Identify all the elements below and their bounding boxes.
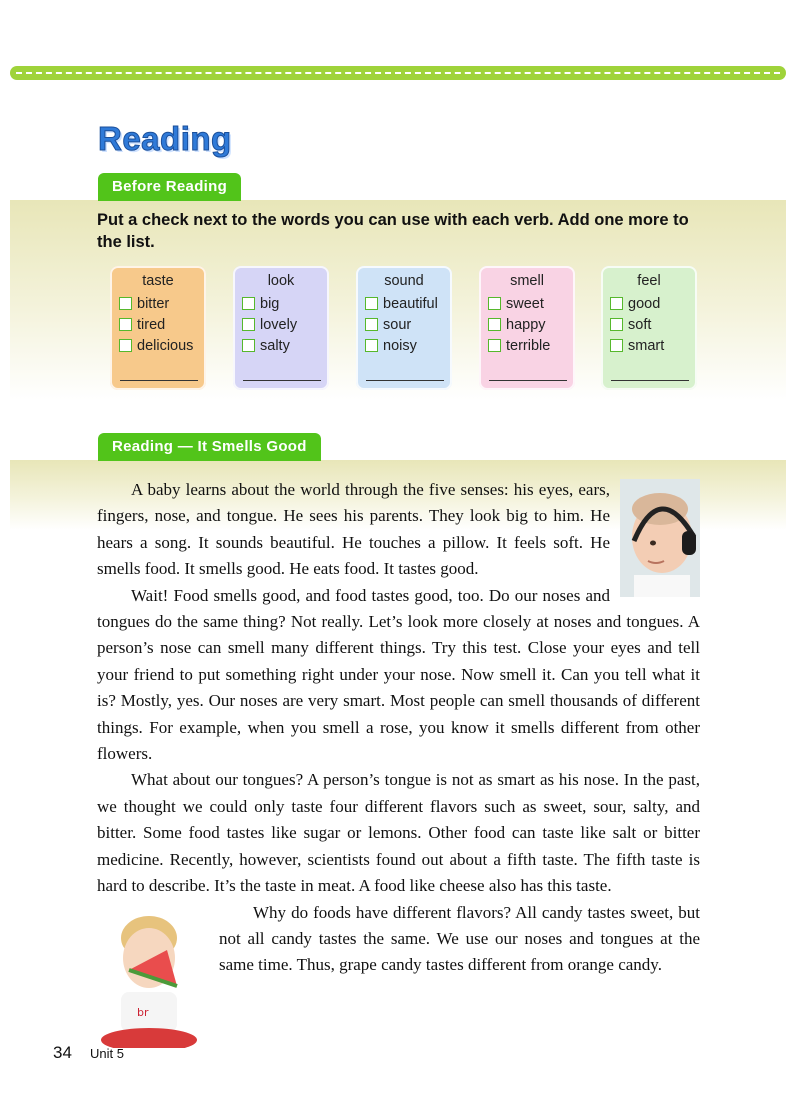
verb-card-taste (110, 266, 206, 390)
paragraph: What about our tongues? A person’s tongue is not as smart as his nose. In the past, we thought we could only taste four different flavors such as sweet, sour, salty, and bitter. Some food tastes like sugar or lemons. Other food can taste like salt or bitter medicine. Recently, however, scientists found out about a fifth taste. The fifth taste is hard to describe. It’s the taste in meat. A food like cheese also has this taste. (97, 770, 700, 896)
word-option[interactable] (233, 335, 329, 356)
word-label: terrible (506, 337, 551, 354)
word-option[interactable] (601, 335, 697, 356)
verb-card-sound (356, 266, 452, 390)
checkbox[interactable] (610, 339, 623, 352)
word-label: sour (383, 316, 412, 333)
word-option[interactable] (479, 335, 575, 356)
verb-card-look (233, 266, 329, 390)
word-label: noisy (383, 337, 417, 354)
answer-blank[interactable] (243, 380, 321, 381)
svg-text:br: br (137, 1005, 149, 1019)
verb-title: sound (384, 273, 424, 289)
checkbox[interactable] (610, 297, 623, 310)
child-watermelon-photo (97, 908, 211, 1048)
checkbox[interactable] (365, 318, 378, 331)
word-option[interactable] (110, 314, 206, 335)
checkbox[interactable] (365, 297, 378, 310)
word-label: lovely (260, 316, 298, 333)
answer-blank[interactable] (366, 380, 444, 381)
paragraph: Why do foods have different flavors? All candy tastes sweet, but not all candy tastes the same. We use our noses and tongues at the same time. Thus, grape candy tastes different from orange candy. (219, 902, 700, 975)
answer-blank[interactable] (120, 380, 198, 381)
baby-headphones-photo (620, 479, 700, 597)
word-label: soft (628, 316, 652, 333)
word-label: good (628, 295, 661, 312)
word-label: salty (260, 337, 290, 354)
word-option[interactable] (479, 293, 575, 314)
checkbox[interactable] (242, 339, 255, 352)
answer-blank[interactable] (489, 380, 567, 381)
verb-title: taste (142, 273, 174, 289)
verb-card-smell (479, 266, 575, 390)
paragraph: A baby learns about the world through the five senses: his eyes, ears, fingers, nose, and tongue. He sees his parents. They look big to him. He hears a song. It sounds beautiful. He touches a pillow. It feels soft. He smells food. It smells good. He eats food. It tastes good. (97, 480, 610, 579)
checkbox[interactable] (242, 297, 255, 310)
word-option[interactable] (233, 314, 329, 335)
checkbox[interactable] (488, 318, 501, 331)
verb-title: feel (637, 273, 661, 289)
checkbox[interactable] (365, 339, 378, 352)
before-reading-tab: Before Reading (98, 173, 241, 201)
word-label: happy (506, 316, 546, 333)
verb-title: look (267, 273, 295, 289)
word-label: smart (628, 337, 665, 354)
word-option[interactable] (479, 314, 575, 335)
word-label: tired (137, 316, 166, 333)
word-option[interactable] (601, 293, 697, 314)
word-label: delicious (137, 337, 194, 354)
checkbox[interactable] (488, 297, 501, 310)
paragraph: Wait! Food smells good, and food tastes good, too. Do our noses and tongues do the same thing? Not really. Let’s look more closely at noses and tongues. A person’s nose can smell many different things. Try this test. Close your eyes and tell your friend to put something right under your nose. Now smell it. Can you tell what it is? Mostly, yes. Our noses are very smart. Most people can smell thousands of different things. For example, when you smell a rose, you know it smells different from other flowers. (97, 585, 700, 764)
checkbox[interactable] (119, 339, 132, 352)
unit-label: Unit 5 (90, 1046, 124, 1061)
word-label: beautiful (383, 295, 438, 312)
word-label: big (260, 295, 280, 312)
word-option[interactable] (356, 293, 452, 314)
checkbox[interactable] (119, 297, 132, 310)
word-option[interactable] (233, 293, 329, 314)
word-label: bitter (137, 295, 170, 312)
word-option[interactable] (110, 293, 206, 314)
section-heading: Reading (98, 120, 232, 157)
checkbox[interactable] (242, 318, 255, 331)
word-option[interactable] (356, 314, 452, 335)
checkbox[interactable] (610, 318, 623, 331)
reading-passage (97, 477, 700, 1050)
instructions: Put a check next to the words you can use with each verb. Add one more to the list. (97, 211, 689, 251)
word-label: sweet (506, 295, 544, 312)
checkbox[interactable] (488, 339, 501, 352)
checkbox[interactable] (119, 318, 132, 331)
verb-card-feel (601, 266, 697, 390)
word-option[interactable] (356, 335, 452, 356)
reading-tab: Reading — It Smells Good (98, 433, 321, 461)
answer-blank[interactable] (611, 380, 689, 381)
page-number: 34 (53, 1043, 72, 1062)
word-option[interactable] (601, 314, 697, 335)
word-option[interactable] (110, 335, 206, 356)
verb-title: smell (510, 273, 544, 289)
top-ribbon-decoration (10, 66, 786, 80)
